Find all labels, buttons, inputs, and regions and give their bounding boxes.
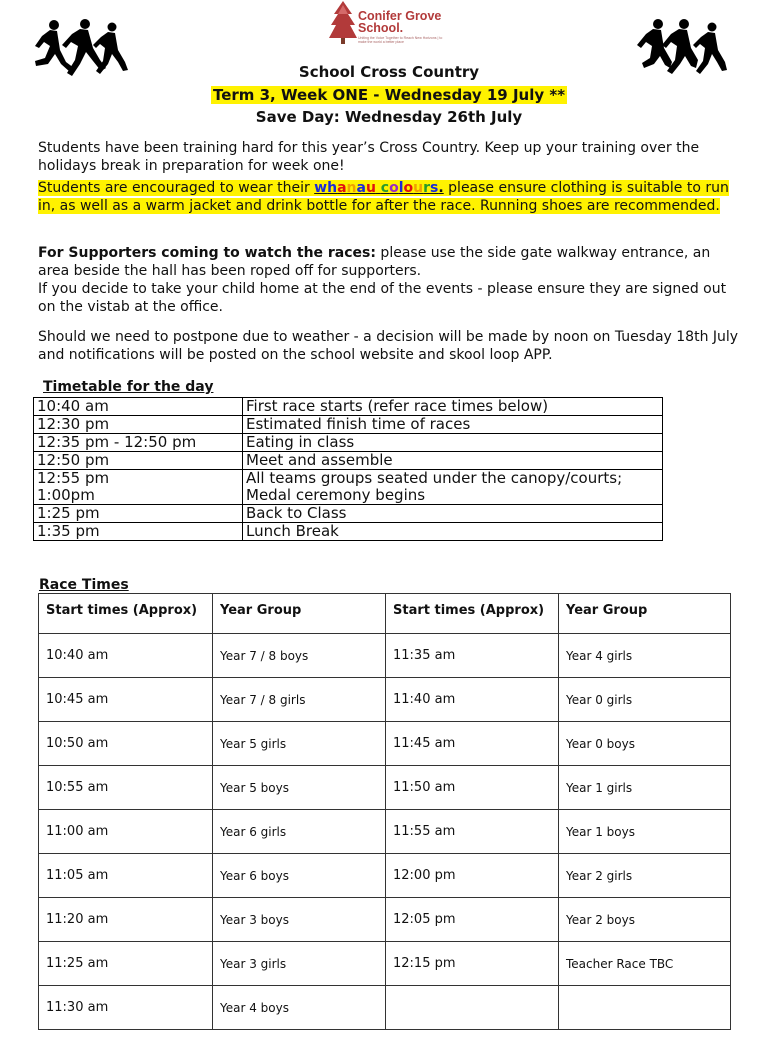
year-group-cell: Year 5 boys bbox=[213, 766, 386, 810]
table-row bbox=[39, 810, 731, 854]
signout-text: If you decide to take your child home at the end of the events - please ensure they are signed out on the vistab at the office. bbox=[38, 281, 727, 315]
logo-name-line2: School. bbox=[358, 21, 404, 35]
table-row bbox=[39, 986, 731, 1030]
year-group-cell: Year 0 girls bbox=[559, 678, 731, 722]
timetable-time: 12:50 pm bbox=[34, 452, 243, 470]
table-row bbox=[39, 898, 731, 942]
intro-paragraph: Students have been training hard for this year’s Cross Country. Keep up your training over the holidays break in preparation for week one! bbox=[38, 140, 700, 174]
logo-name-line1: Conifer Grove bbox=[358, 9, 442, 23]
timetable-time: 12:55 pm 1:00pm bbox=[34, 470, 243, 505]
timetable-row bbox=[34, 434, 663, 452]
column-header: Year Group bbox=[559, 594, 731, 634]
start-time-cell: 11:50 am bbox=[386, 766, 559, 810]
timetable-time: 1:35 pm bbox=[34, 523, 243, 541]
timetable-event: First race starts (refer race times below) bbox=[243, 398, 663, 416]
start-time-cell: 12:00 pm bbox=[386, 854, 559, 898]
start-time-cell: 11:40 am bbox=[386, 678, 559, 722]
year-group-cell bbox=[559, 986, 731, 1030]
start-time-cell: 10:40 am bbox=[39, 634, 213, 678]
table-row bbox=[39, 678, 731, 722]
year-group-cell: Year 2 boys bbox=[559, 898, 731, 942]
timetable-table bbox=[33, 397, 663, 541]
year-group-cell: Year 7 / 8 boys bbox=[213, 634, 386, 678]
timetable-event: Lunch Break bbox=[243, 523, 663, 541]
table-row bbox=[39, 766, 731, 810]
timetable-time: 12:35 pm - 12:50 pm bbox=[34, 434, 243, 452]
start-time-cell: 10:45 am bbox=[39, 678, 213, 722]
year-group-cell: Year 6 girls bbox=[213, 810, 386, 854]
year-group-cell: Year 1 girls bbox=[559, 766, 731, 810]
timetable-event: Eating in class bbox=[243, 434, 663, 452]
year-group-cell: Year 4 girls bbox=[559, 634, 731, 678]
whanau-colours-link[interactable]: whanau colours. bbox=[314, 180, 444, 196]
start-time-cell: 11:30 am bbox=[39, 986, 213, 1030]
timetable-event: All teams groups seated under the canopy/courts; Medal ceremony begins bbox=[243, 470, 663, 505]
start-time-cell: 12:15 pm bbox=[386, 942, 559, 986]
start-time-cell: 11:55 am bbox=[386, 810, 559, 854]
timetable-row bbox=[34, 523, 663, 541]
year-group-cell: Year 0 boys bbox=[559, 722, 731, 766]
timetable-event: Meet and assemble bbox=[243, 452, 663, 470]
start-time-cell: 11:05 am bbox=[39, 854, 213, 898]
race-times-title: Race Times bbox=[39, 577, 129, 593]
start-time-cell: 11:00 am bbox=[39, 810, 213, 854]
year-group-cell: Teacher Race TBC bbox=[559, 942, 731, 986]
start-time-cell: 11:45 am bbox=[386, 722, 559, 766]
year-group-cell: Year 7 / 8 girls bbox=[213, 678, 386, 722]
start-time-cell bbox=[386, 986, 559, 1030]
timetable-row bbox=[34, 470, 663, 505]
timetable-event: Estimated finish time of races bbox=[243, 416, 663, 434]
year-group-cell: Year 3 boys bbox=[213, 898, 386, 942]
table-row bbox=[39, 634, 731, 678]
timetable-row bbox=[34, 505, 663, 523]
start-time-cell: 10:55 am bbox=[39, 766, 213, 810]
timetable-row bbox=[34, 398, 663, 416]
column-header: Start times (Approx) bbox=[386, 594, 559, 634]
table-row bbox=[39, 854, 731, 898]
table-row bbox=[39, 722, 731, 766]
clothing-paragraph: Students are encouraged to wear their whanau colours. please ensure clothing is suitable to run in, as well as a warm jacket and drink bottle for after the race. Running shoes are recommended. bbox=[38, 180, 729, 214]
year-group-cell: Year 2 girls bbox=[559, 854, 731, 898]
year-group-cell: Year 1 boys bbox=[559, 810, 731, 854]
timetable-row bbox=[34, 452, 663, 470]
page-title: School Cross Country bbox=[298, 63, 480, 81]
column-header: Year Group bbox=[213, 594, 386, 634]
timetable-time: 1:25 pm bbox=[34, 505, 243, 523]
year-group-cell: Year 5 girls bbox=[213, 722, 386, 766]
start-time-cell: 11:35 am bbox=[386, 634, 559, 678]
timetable-time: 10:40 am bbox=[34, 398, 243, 416]
start-time-cell: 11:25 am bbox=[39, 942, 213, 986]
start-time-cell: 11:20 am bbox=[39, 898, 213, 942]
year-group-cell: Year 4 boys bbox=[213, 986, 386, 1030]
race-times-table bbox=[38, 593, 731, 1030]
school-logo bbox=[328, 0, 448, 48]
weather-paragraph: Should we need to postpone due to weather - a decision will be made by noon on Tuesday 18th July and notifications will be posted on the school website and skool loop APP. bbox=[38, 329, 739, 363]
supporters-label: For Supporters coming to watch the races: bbox=[38, 245, 376, 261]
race-times-header-row bbox=[39, 594, 731, 634]
timetable-event: Back to Class bbox=[243, 505, 663, 523]
timetable-time: 12:30 pm bbox=[34, 416, 243, 434]
table-row bbox=[39, 942, 731, 986]
timetable-title: Timetable for the day bbox=[43, 379, 214, 395]
year-group-cell: Year 6 boys bbox=[213, 854, 386, 898]
logo-tagline: Uniting the Voice Together to Reach New Horizons | to make the world a better place bbox=[358, 36, 443, 44]
supporters-paragraph: For Supporters coming to watch the races: please use the side gate walkway entrance, an area beside the hall has been roped off for supporters. If you decide to take your child home at the end of the events - please ensure they are signed out on the vistab at the office. bbox=[38, 245, 727, 315]
start-time-cell: 10:50 am bbox=[39, 722, 213, 766]
column-header: Start times (Approx) bbox=[39, 594, 213, 634]
timetable-row bbox=[34, 416, 663, 434]
start-time-cell: 12:05 pm bbox=[386, 898, 559, 942]
year-group-cell: Year 3 girls bbox=[213, 942, 386, 986]
conifer-tree-icon bbox=[328, 0, 358, 46]
event-date-subtitle: Term 3, Week ONE - Wednesday 19 July ** bbox=[212, 86, 566, 104]
save-day: Save Day: Wednesday 26th July bbox=[255, 108, 523, 126]
